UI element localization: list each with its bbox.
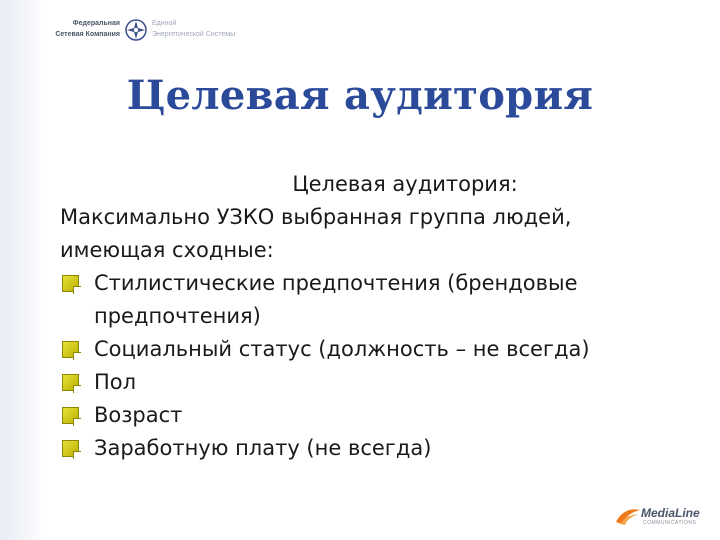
checkbox-bullet-icon [62,407,79,424]
list-item-text: Пол [94,370,137,394]
company-emblem-icon [124,18,148,42]
slide-title: Целевая аудитория [126,72,594,119]
list-item-text: Стилистические предпочтения (брендовые предпочтения) [94,271,578,328]
list-item-text: Заработную плату (не всегда) [94,436,432,460]
list-item-text: Возраст [94,403,183,427]
intro-line-2: имеющая сходные: [60,238,274,262]
list-item [60,267,680,333]
footer-brand-name: MediaLine [641,506,700,520]
logo-company-name [46,18,120,40]
logo-text-line4: Энергетической Системы [152,31,236,38]
footer-tagline: COMMUNICATIONS [643,520,697,526]
checkbox-bullet-icon [62,275,79,292]
list-item [60,399,680,432]
list-item [60,333,680,366]
attribute-list [60,267,680,465]
logo-system-name [152,18,292,40]
checkbox-bullet-icon [62,341,79,358]
logo-text-line1: Федеральная [72,20,120,27]
list-item [60,432,680,465]
list-item [60,366,680,399]
logo-text-line3: Единой [152,20,177,27]
slide-body [60,168,680,465]
logo-text-line2: Сетевая Компания [55,31,120,38]
checkbox-bullet-icon [62,374,79,391]
intro-line-1: Максимально УЗКО выбранная группа людей, [60,205,572,229]
body-subtitle: Целевая аудитория: [292,172,518,196]
swoosh-logo-icon [614,504,642,528]
footer-logo [614,504,710,528]
checkbox-bullet-icon [62,440,79,457]
list-item-text: Социальный статус (должность – не всегда) [94,337,590,361]
